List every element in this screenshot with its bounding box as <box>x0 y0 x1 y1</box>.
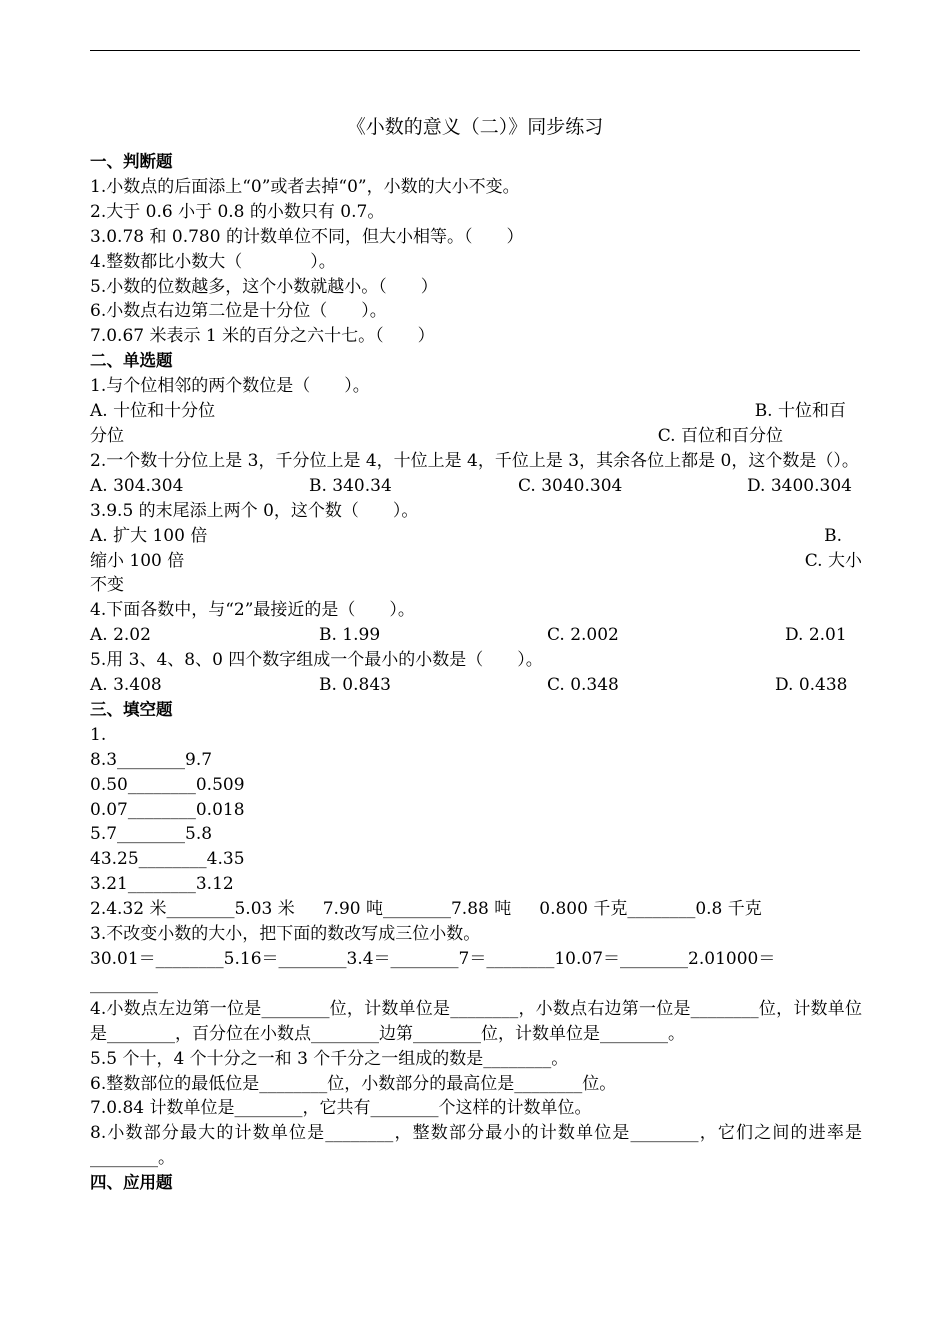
section-heading-fill-in: 三、填空题 <box>90 699 173 719</box>
option-row <box>90 673 862 698</box>
option-row <box>90 524 862 549</box>
option-c: C. 3040.304 <box>518 475 623 496</box>
question-text: 3.9.5 的末尾添上两个 0，这个数（ ）。 <box>90 500 419 521</box>
question-text: 8.小数部分最大的计数单位是________，整数部分最小的计数单位是________，它们之间的进率是________。 <box>90 1123 862 1169</box>
question-text: 6.小数点右边第二位是十分位（ ）。 <box>90 301 387 322</box>
option-b: B. 340.34 <box>309 475 392 496</box>
option-a: A. 3.408 <box>90 675 162 696</box>
question-text: 5.小数的位数越多，这个小数就越小。（ ） <box>90 276 438 297</box>
option-a: A. 十位和十分位 <box>90 401 216 422</box>
option-row <box>90 623 862 648</box>
option-c-continued: 不变 <box>90 575 124 596</box>
question-text: 6.整数部位的最低位是________位，小数部分的最高位是________位。 <box>90 1073 617 1094</box>
option-b: B. 0.843 <box>319 675 391 696</box>
compare-item: 3.21________3.12 <box>90 874 234 895</box>
question-text: 4.小数点左边第一位是________位，计数单位是________，小数点右边第一位是________位，计数单位是________，百分位在小数点________边第________位，计数单位是________。 <box>90 998 862 1044</box>
question-text: 2.一个数十分位上是 3，千分位上是 4，十位上是 4，千位上是 3，其余各位上都是 0，这个数是（）。 <box>90 450 859 471</box>
compare-item: 5.7________5.8 <box>90 824 213 845</box>
question-text: 4.下面各数中，与“2”最接近的是（ ）。 <box>90 600 415 621</box>
option-d: D. 3400.304 <box>747 475 852 496</box>
compare-item: 2.4.32 米________5.03 米 <box>90 899 295 920</box>
option-row <box>90 474 862 499</box>
option-b: B. <box>824 525 842 546</box>
question-text: 4.整数都比小数大（ ）。 <box>90 251 336 272</box>
option-row <box>90 424 862 449</box>
header-rule <box>90 50 860 51</box>
question-number: 1. <box>90 724 107 745</box>
option-d: D. 0.438 <box>775 675 848 696</box>
question-text: 30.01＝________5.16＝________3.4＝________7＝________10.07＝________2.01000＝ <box>90 949 776 969</box>
question-text: 1.与个位相邻的两个数位是（ ）。 <box>90 376 370 397</box>
option-b: B. 1.99 <box>319 625 381 646</box>
question-text: 2.大于 0.6 小于 0.8 的小数只有 0.7。 <box>90 201 385 222</box>
question-text: 3.不改变小数的大小，把下面的数改写成三位小数。 <box>90 924 481 945</box>
section-heading-application: 四、应用题 <box>90 1173 173 1193</box>
option-a: A. 2.02 <box>90 625 151 646</box>
page-title: 《小数的意义（二）》同步练习 <box>346 116 604 138</box>
compare-item: 0.07________0.018 <box>90 799 245 820</box>
compare-item: 0.50________0.509 <box>90 774 245 795</box>
question-text: ________ <box>90 973 158 994</box>
option-row <box>90 399 862 424</box>
compare-item: 0.800 千克________0.8 千克 <box>539 899 762 920</box>
question-text: 7.0.84 计数单位是________，它共有________个这样的计数单位。 <box>90 1098 592 1119</box>
option-a: A. 304.304 <box>90 475 184 496</box>
document-body <box>90 150 862 1196</box>
option-c: C. 0.348 <box>547 675 619 696</box>
option-c: C. 百位和百分位 <box>657 425 783 446</box>
question-text: 5.用 3、4、8、0 四个数字组成一个最小的小数是（ ）。 <box>90 650 543 671</box>
compare-item: 8.3________9.7 <box>90 749 213 770</box>
option-c: C. 大小 <box>804 550 862 571</box>
section-heading-judgement: 一、判断题 <box>90 152 173 171</box>
compare-item: 43.25________4.35 <box>90 849 245 870</box>
question-text: 3.0.78 和 0.780 的计数单位不同，但大小相等。（ ） <box>90 226 524 247</box>
question-text <box>90 897 862 922</box>
option-b: B. 十位和百 <box>754 401 846 422</box>
option-c: C. 2.002 <box>547 625 619 646</box>
option-row <box>90 549 862 574</box>
option-b-continued: 缩小 100 倍 <box>90 550 185 571</box>
question-text: 7.0.67 米表示 1 米的百分之六十七。（ ） <box>90 326 435 347</box>
section-heading-single-choice: 二、单选题 <box>90 351 173 371</box>
question-text: 1.小数点的后面添上“0”或者去掉“0”，小数的大小不变。 <box>90 176 520 197</box>
option-b-continued: 分位 <box>90 425 124 446</box>
question-text: 5.5 个十，4 个十分之一和 3 个千分之一组成的数是________。 <box>90 1048 569 1069</box>
compare-item: 7.90 吨________7.88 吨 <box>322 899 512 920</box>
option-a: A. 扩大 100 倍 <box>90 525 208 546</box>
option-d: D. 2.01 <box>785 625 847 646</box>
